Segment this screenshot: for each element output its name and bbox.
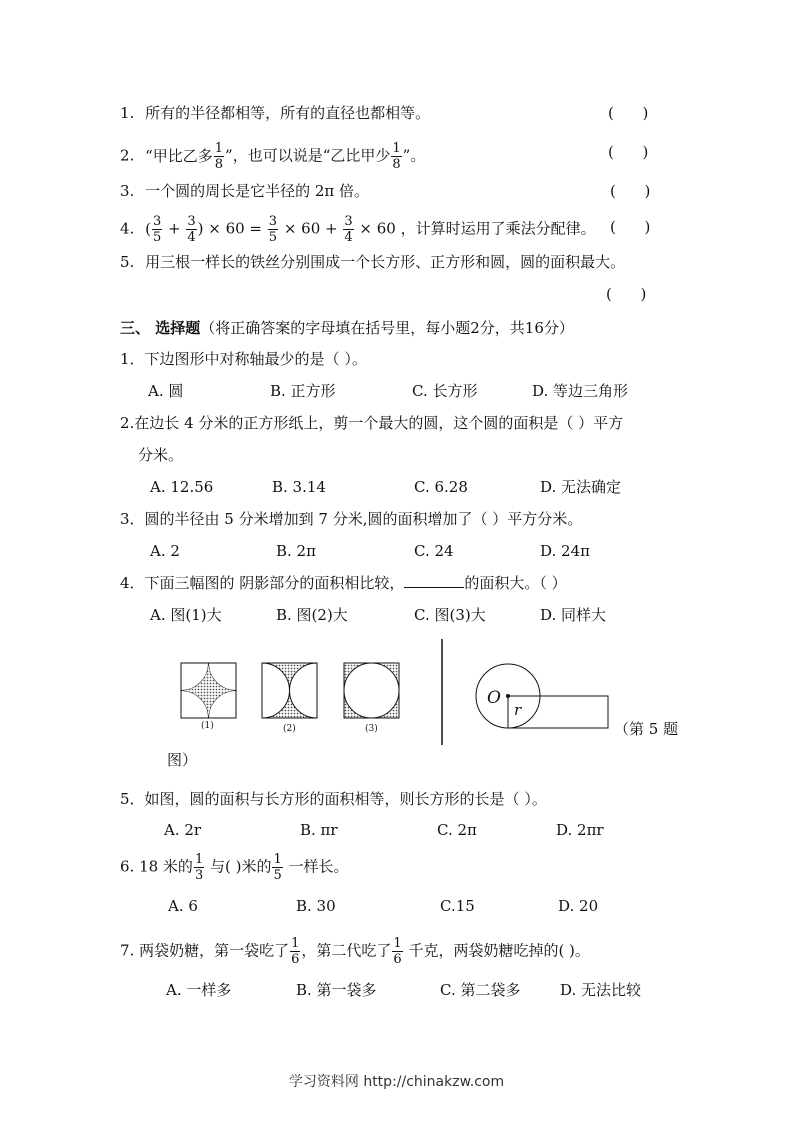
answer-paren-2[interactable]: ( ) — [608, 143, 649, 161]
page-footer: 学习资料网 http://chinakzw.com — [288, 1074, 505, 1090]
option-b[interactable]: B. 图(2)大 — [276, 606, 348, 624]
figure-label-2: (2) — [283, 724, 296, 734]
question-text: 4．下面三幅图的 阴影部分的面积相比较， — [120, 574, 405, 592]
section-heading — [120, 318, 574, 338]
judge-item-1 — [120, 103, 430, 123]
radius-label: r — [514, 701, 522, 719]
question-text: 6. 18 米的 — [120, 857, 193, 876]
question-text: 千克，两袋奶糖吃掉的( )。 — [403, 941, 590, 960]
option-c[interactable]: C. 24 — [414, 542, 454, 560]
item-number: 1. — [120, 104, 135, 122]
item-text: “甲比乙多 — [145, 146, 213, 165]
item-text: × 60 + — [279, 219, 343, 238]
item-text: + — [163, 219, 186, 238]
judge-item-4 — [120, 215, 596, 244]
answer-paren-3[interactable]: ( ) — [610, 182, 651, 200]
figure-2 — [262, 663, 317, 718]
fraction: $\frac{3}{5}$ — [152, 214, 162, 245]
option-d[interactable]: D. 等边三角形 — [532, 382, 629, 400]
option-d[interactable]: D. 20 — [558, 897, 599, 915]
judge-item-3 — [120, 181, 369, 201]
option-d[interactable]: D. 同样大 — [540, 606, 607, 624]
option-d[interactable]: D. 2πr — [556, 821, 604, 839]
fraction: $\frac{1}{6}$ — [393, 936, 402, 967]
option-c[interactable]: C. 长方形 — [412, 382, 478, 400]
question-3: 3．圆的半径由 5 分米增加到 7 分米,圆的面积增加了（ ）平方分米。 — [120, 510, 583, 528]
item-text: ( — [145, 219, 151, 238]
option-b[interactable]: B. πr — [300, 821, 338, 839]
section-note: （将正确答案的字母填在括号里，每小题2分，共16分） — [200, 319, 574, 337]
option-c[interactable]: C. 第二袋多 — [440, 981, 521, 999]
question-4 — [120, 573, 567, 593]
question-7 — [120, 937, 590, 966]
option-b[interactable]: B. 第一袋多 — [296, 981, 377, 999]
item-text: × 60 ，计算时运用了乘法分配律。 — [354, 219, 596, 238]
question-2: 2.在边长 4 分米的正方形纸上，剪一个最大的圆，这个圆的面积是（ ）平方 — [120, 414, 624, 432]
option-a[interactable]: A. 2r — [164, 821, 202, 839]
answer-paren-1[interactable]: ( ) — [608, 104, 649, 122]
question-text: ，第二代吃了 — [301, 941, 392, 960]
fraction: $\frac{3}{4}$ — [187, 214, 196, 245]
option-a[interactable]: A. 一样多 — [166, 981, 232, 999]
option-a[interactable]: A. 12.56 — [150, 478, 214, 496]
option-d[interactable]: D. 24π — [540, 542, 590, 560]
option-b[interactable]: B. 3.14 — [272, 478, 326, 496]
question-1: 1．下边图形中对称轴最少的是（ ）。 — [120, 350, 367, 368]
item-number: 2. — [120, 146, 135, 165]
figure-label-3: (3) — [365, 724, 378, 734]
option-d[interactable]: D. 无法比较 — [560, 981, 642, 999]
blank-line[interactable] — [404, 573, 464, 588]
option-c[interactable]: C. 图(3)大 — [414, 606, 486, 624]
fraction: $\frac{1}{5}$ — [273, 852, 282, 883]
option-a[interactable]: A. 圆 — [148, 382, 184, 400]
item-text: 用三根一样长的铁丝分别围成一个长方形、正方形和圆，圆的面积最大。 — [145, 253, 626, 271]
option-d[interactable]: D. 无法确定 — [540, 478, 622, 496]
fraction: $\frac{1}{8}$ — [214, 141, 224, 172]
answer-paren-5[interactable]: ( ) — [606, 285, 647, 303]
question-2-cont: 分米。 — [138, 446, 184, 464]
figure-3 — [344, 663, 399, 718]
option-b[interactable]: B. 30 — [296, 897, 336, 915]
fraction: $\frac{3}{4}$ — [344, 214, 353, 245]
figure-caption: （第 5 题 — [614, 720, 679, 738]
fraction: $\frac{3}{5}$ — [268, 214, 278, 245]
question-text: 与( )米的 — [205, 857, 272, 876]
judge-item-2 — [120, 142, 425, 171]
divider-line — [440, 639, 444, 745]
question-text: 的面积大。（ ） — [464, 574, 567, 592]
option-a[interactable]: A. 图(1)大 — [150, 606, 222, 624]
fraction: $\frac{1}{3}$ — [194, 852, 204, 883]
fraction: $\frac{1}{8}$ — [392, 141, 401, 172]
item-text: ”，也可以说是“乙比甲少 — [225, 146, 391, 165]
item-number: 3. — [120, 182, 135, 200]
option-a[interactable]: A. 2 — [150, 542, 180, 560]
item-text: 一个圆的周长是它半径的 2π 倍。 — [145, 182, 370, 200]
fraction: $\frac{1}{6}$ — [291, 936, 300, 967]
option-a[interactable]: A. 6 — [168, 897, 198, 915]
figure-label-1: (1) — [201, 721, 214, 731]
answer-paren-4[interactable]: ( ) — [610, 218, 651, 236]
item-number: 4. — [120, 219, 135, 238]
circle-center-label: O — [487, 688, 501, 708]
option-b[interactable]: B. 2π — [276, 542, 316, 560]
question-text: 7. 两袋奶糖，第一袋吃了 — [120, 941, 290, 960]
option-c[interactable]: C. 6.28 — [414, 478, 468, 496]
item-number: 5. — [120, 253, 135, 271]
question-6 — [120, 853, 349, 882]
judge-item-5 — [120, 252, 625, 272]
item-text: ”。 — [402, 146, 426, 165]
section-title: 三、 选择题 — [120, 319, 201, 337]
option-c[interactable]: C.15 — [440, 897, 475, 915]
option-c[interactable]: C. 2π — [437, 821, 477, 839]
question-5: 5．如图，圆的面积与长方形的面积相等，则长方形的长是（ ）。 — [120, 790, 547, 808]
option-b[interactable]: B. 正方形 — [270, 382, 336, 400]
figure-1 — [181, 663, 236, 718]
item-text: 所有的半径都相等，所有的直径也都相等。 — [145, 104, 431, 122]
figure-caption-cont: 图） — [167, 751, 198, 769]
item-text: ) × 60 = — [197, 219, 267, 238]
question-text: 一样长。 — [283, 857, 349, 876]
